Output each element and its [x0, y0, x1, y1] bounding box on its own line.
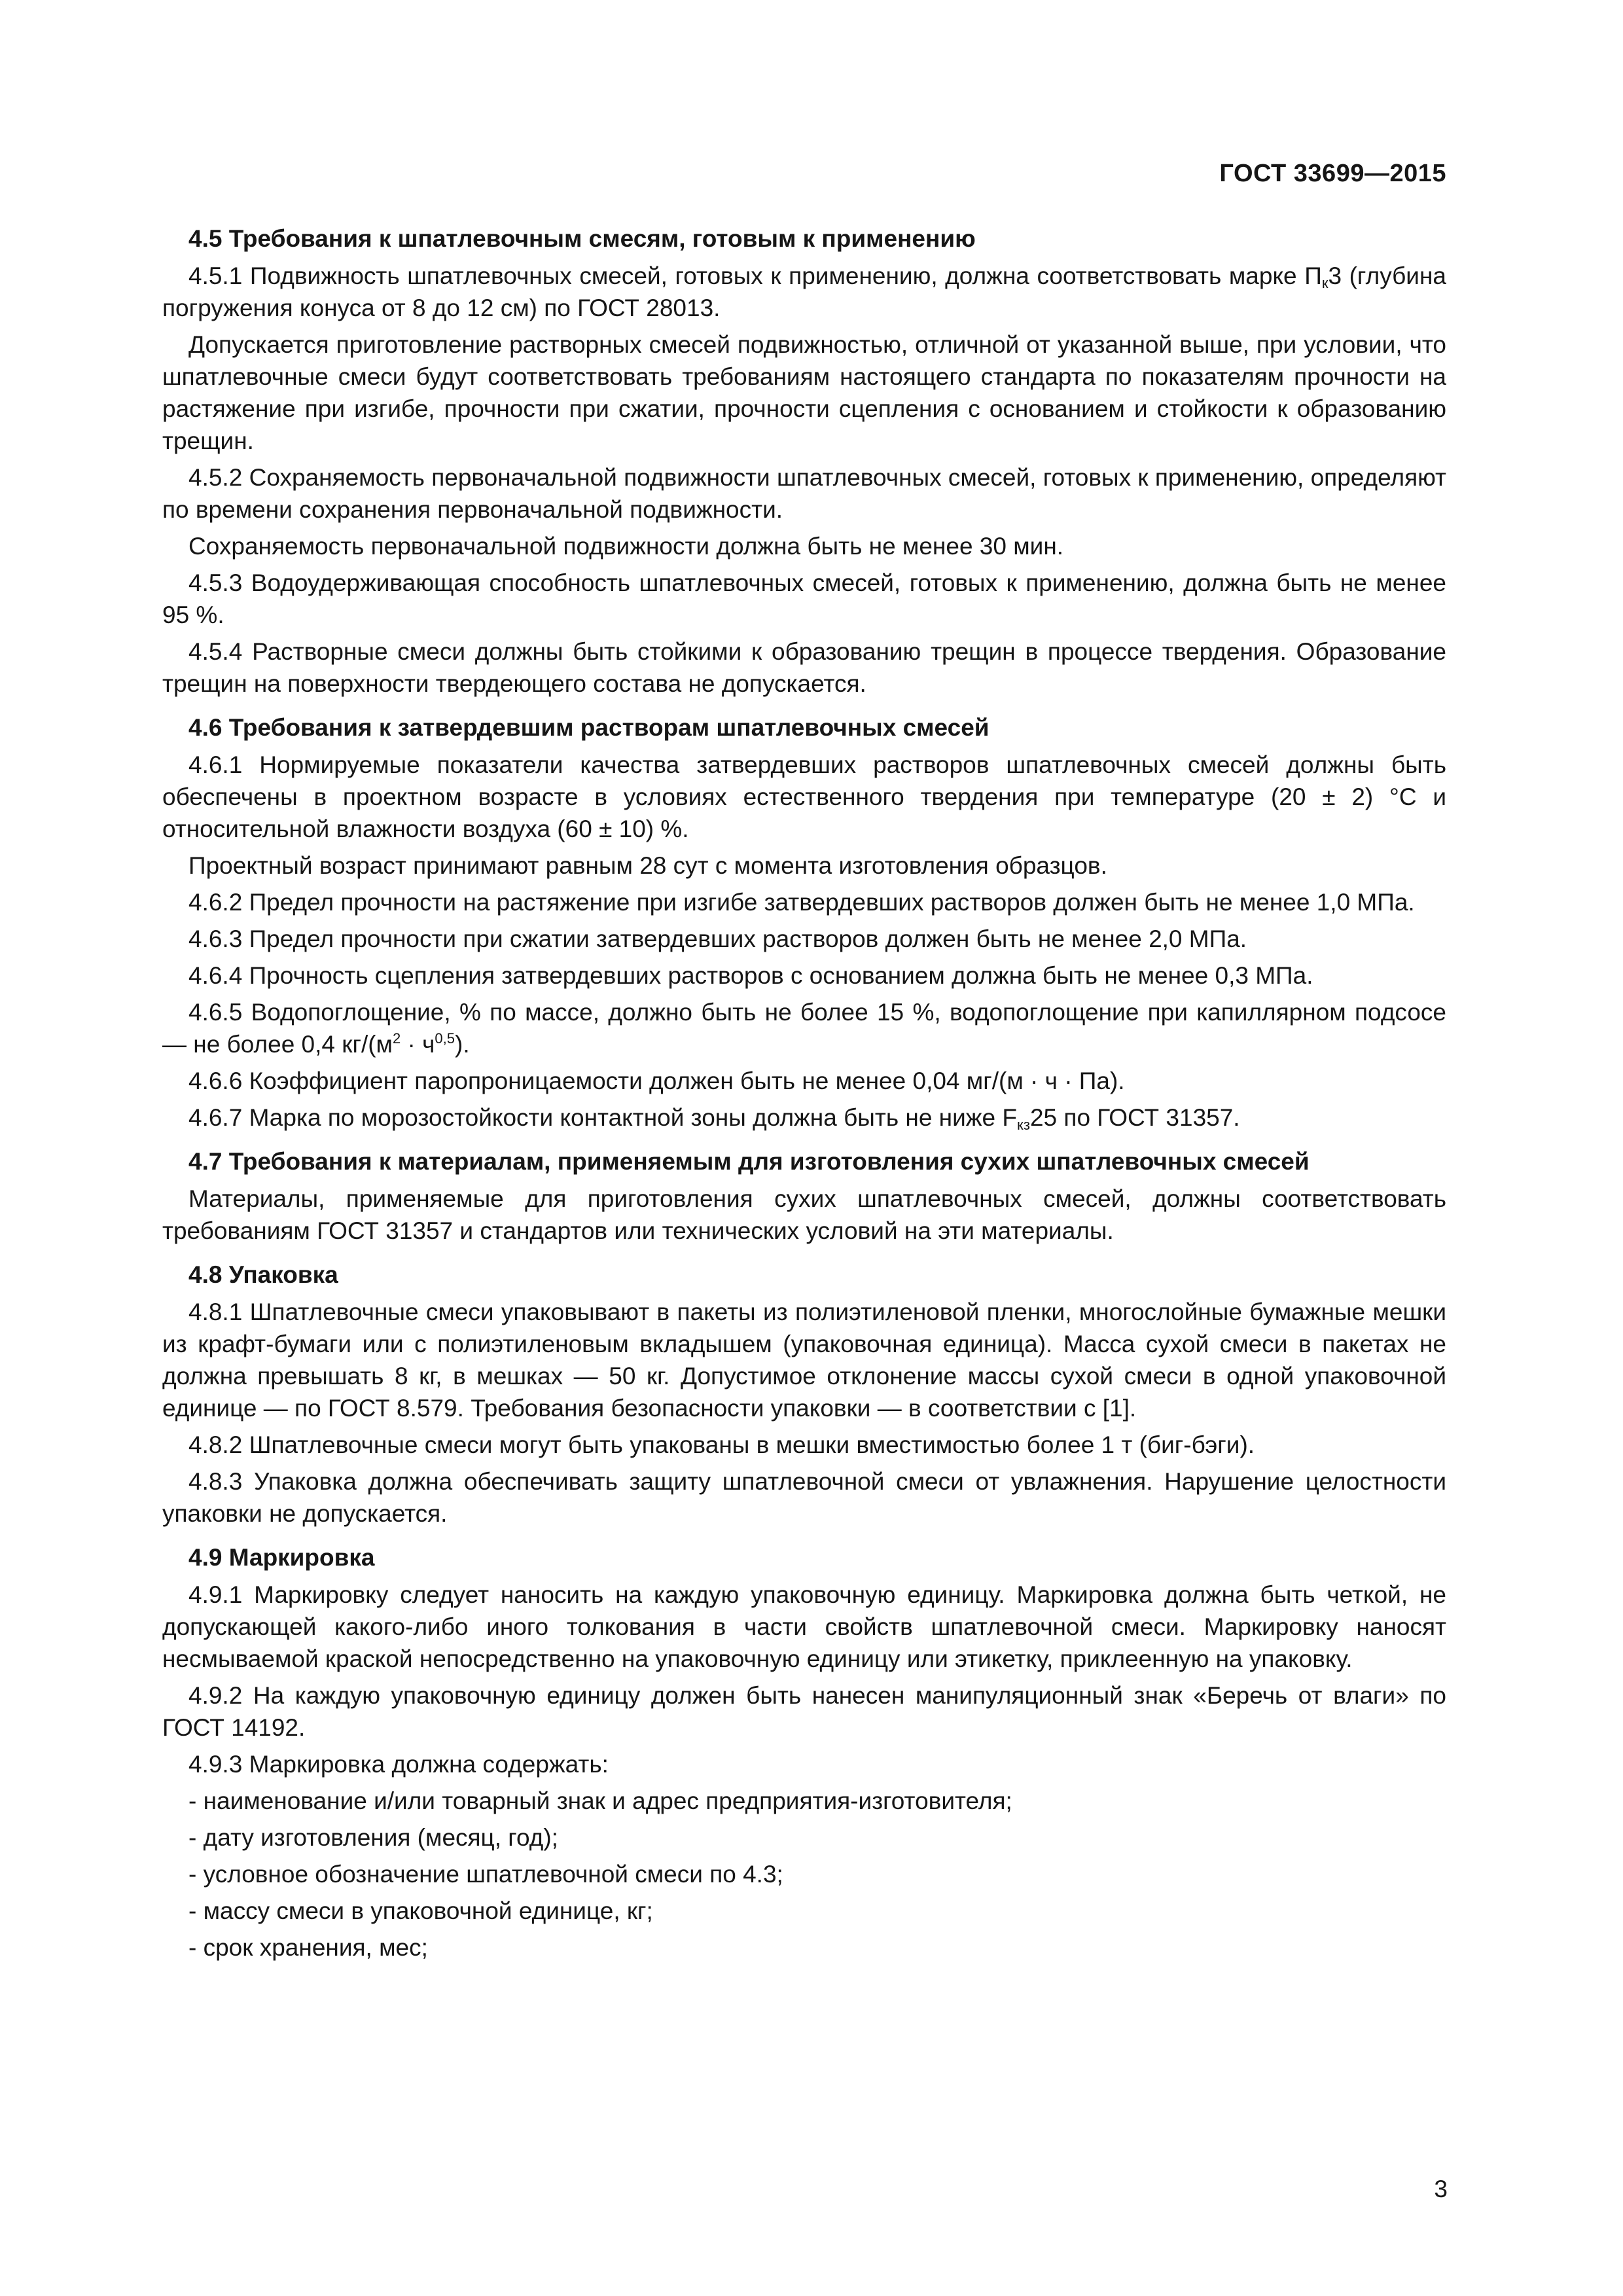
paragraph-4-9-1: 4.9.1 Маркировку следует наносить на каждую упаковочную единицу. Маркировка должна быть четкой, не допускающей какого-либо иного толкования в части свойств шпатлевочной смеси. Маркировку наносят несмываемой краской непосредственно на упаковочную единицу или этикетку, приклеенную на упаковку.: [162, 1581, 1446, 1672]
subscript: к: [1321, 275, 1329, 291]
superscript: 2: [393, 1030, 401, 1047]
paragraph-4-9-3: 4.9.3 Маркировка должна содержать:: [188, 1751, 609, 1778]
list-item: - срок хранения, мес;: [188, 1931, 1446, 1964]
paragraph-4-6-7: [162, 1102, 1446, 1134]
section-heading-4-6: 4.6 Требования к затвердевшим растворам шпатлевочных смесей: [188, 714, 990, 741]
paragraph-4-5-4: 4.5.4 Растворные смеси должны быть стойкими к образованию трещин в процессе твердения. Образование трещин на поверхности твердеющего состава не допускается.: [162, 638, 1446, 697]
paragraph-4-6-3: 4.6.3 Предел прочности при сжатии затвердевших растворов должен быть не менее 2,0 МПа.: [188, 925, 1247, 952]
paragraph-4-6-5: [162, 996, 1446, 1060]
paragraph-4-9-2: 4.9.2 На каждую упаковочную единицу должен быть нанесен манипуляционный знак «Беречь от влаги» по ГОСТ 14192.: [162, 1682, 1446, 1741]
paragraph: Материалы, применяемые для приготовления сухих шпатлевочных смесей, должны соответствовать требованиям ГОСТ 31357 и стандартов или технических условий на эти материалы.: [162, 1185, 1446, 1244]
text-span: · ч: [401, 1031, 435, 1058]
paragraph-4-6-6: 4.6.6 Коэффициент паропроницаемости должен быть не менее 0,04 мг/(м · ч · Па).: [188, 1067, 1125, 1094]
paragraph: Проектный возраст принимают равным 28 сут с момента изготовления образцов.: [188, 852, 1107, 879]
paragraph-4-5-3: 4.5.3 Водоудерживающая способность шпатлевочных смесей, готовых к применению, должна быть не менее 95 %.: [162, 569, 1446, 628]
text-span: 4.5.1 Подвижность шпатлевочных смесей, готовых к применению, должна соответствовать марке П: [188, 262, 1322, 289]
text-span: ).: [455, 1031, 470, 1058]
section-heading-4-5: 4.5 Требования к шпатлевочным смесям, готовым к применению: [188, 225, 976, 252]
list-item: - массу смеси в упаковочной единице, кг;: [188, 1895, 1446, 1927]
section-heading-4-8: 4.8 Упаковка: [188, 1261, 338, 1288]
text-span: 4.6.7 Марка по морозостойкости контактной зоны должна быть не ниже F: [188, 1104, 1017, 1131]
paragraph-4-8-1: 4.8.1 Шпатлевочные смеси упаковывают в пакеты из полиэтиленовой пленки, многослойные бумажные мешки из крафт-бумаги или с полиэтиленовым вкладышем (упаковочная единица). Масса сухой смеси в пакетах не должна превышать 8 кг, в мешках — 50 кг. Допустимое отклонение массы сухой смеси в одной упаковочной единице — по ГОСТ 8.579. Требования безопасности упаковки — в соответствии с [1].: [162, 1299, 1446, 1422]
paragraph-4-5-1: [162, 260, 1446, 324]
paragraph-4-5-2: 4.5.2 Сохраняемость первоначальной подвижности шпатлевочных смесей, готовых к применению, определяют по времени сохранения первоначальной подвижности.: [162, 464, 1446, 523]
section-heading-4-7: 4.7 Требования к материалам, применяемым для изготовления сухих шпатлевочных смесей: [188, 1148, 1310, 1175]
text-span: 3 (глубина погружения конуса от 8 до 12 см) по ГОСТ 28013.: [162, 262, 1446, 321]
subscript: кз: [1017, 1117, 1030, 1133]
superscript: 0,5: [435, 1030, 455, 1047]
list-item: - условное обозначение шпатлевочной смеси по 4.3;: [188, 1858, 1446, 1890]
list-item: - наименование и/или товарный знак и адрес предприятия-изготовителя;: [188, 1785, 1446, 1817]
paragraph-4-8-3: 4.8.3 Упаковка должна обеспечивать защиту шпатлевочной смеси от увлажнения. Нарушение целостности упаковки не допускается.: [162, 1468, 1446, 1527]
paragraph-4-6-4: 4.6.4 Прочность сцепления затвердевших растворов с основанием должна быть не менее 0,3 МПа.: [188, 962, 1313, 989]
document-body: [162, 223, 1446, 1968]
paragraph-4-6-1: 4.6.1 Нормируемые показатели качества затвердевших растворов шпатлевочных смесей должны быть обеспечены в проектном возрасте в условиях естественного твердения при температуре (20 ± 2) °С и относительной влажности воздуха (60 ± 10) %.: [162, 751, 1446, 842]
text-span: 25 по ГОСТ 31357.: [1029, 1104, 1240, 1131]
marking-list: [162, 1785, 1446, 1964]
document-header: ГОСТ 33699—2015: [1219, 160, 1446, 187]
paragraph: Допускается приготовление растворных смесей подвижностью, отличной от указанной выше, при условии, что шпатлевочные смеси будут соответствовать требованиям настоящего стандарта по показателям прочности на растяжение при изгибе, прочности при сжатии, прочности сцепления с основанием и стойкости к образованию трещин.: [162, 331, 1446, 454]
section-heading-4-9: 4.9 Маркировка: [188, 1544, 375, 1571]
page-number: 3: [1434, 2176, 1448, 2202]
paragraph-4-8-2: 4.8.2 Шпатлевочные смеси могут быть упакованы в мешки вместимостью более 1 т (биг-бэги).: [188, 1431, 1255, 1458]
paragraph: Сохраняемость первоначальной подвижности должна быть не менее 30 мин.: [188, 533, 1064, 560]
text-span: 4.6.5 Водопоглощение, % по массе, должно быть не более 15 %, водопоглощение при капиллярном подсосе — не более 0,4 кг/(м: [162, 999, 1446, 1058]
list-item: - дату изготовления (месяц, год);: [188, 1821, 1446, 1854]
paragraph-4-6-2: 4.6.2 Предел прочности на растяжение при изгибе затвердевших растворов должен быть не менее 1,0 МПа.: [188, 889, 1415, 916]
